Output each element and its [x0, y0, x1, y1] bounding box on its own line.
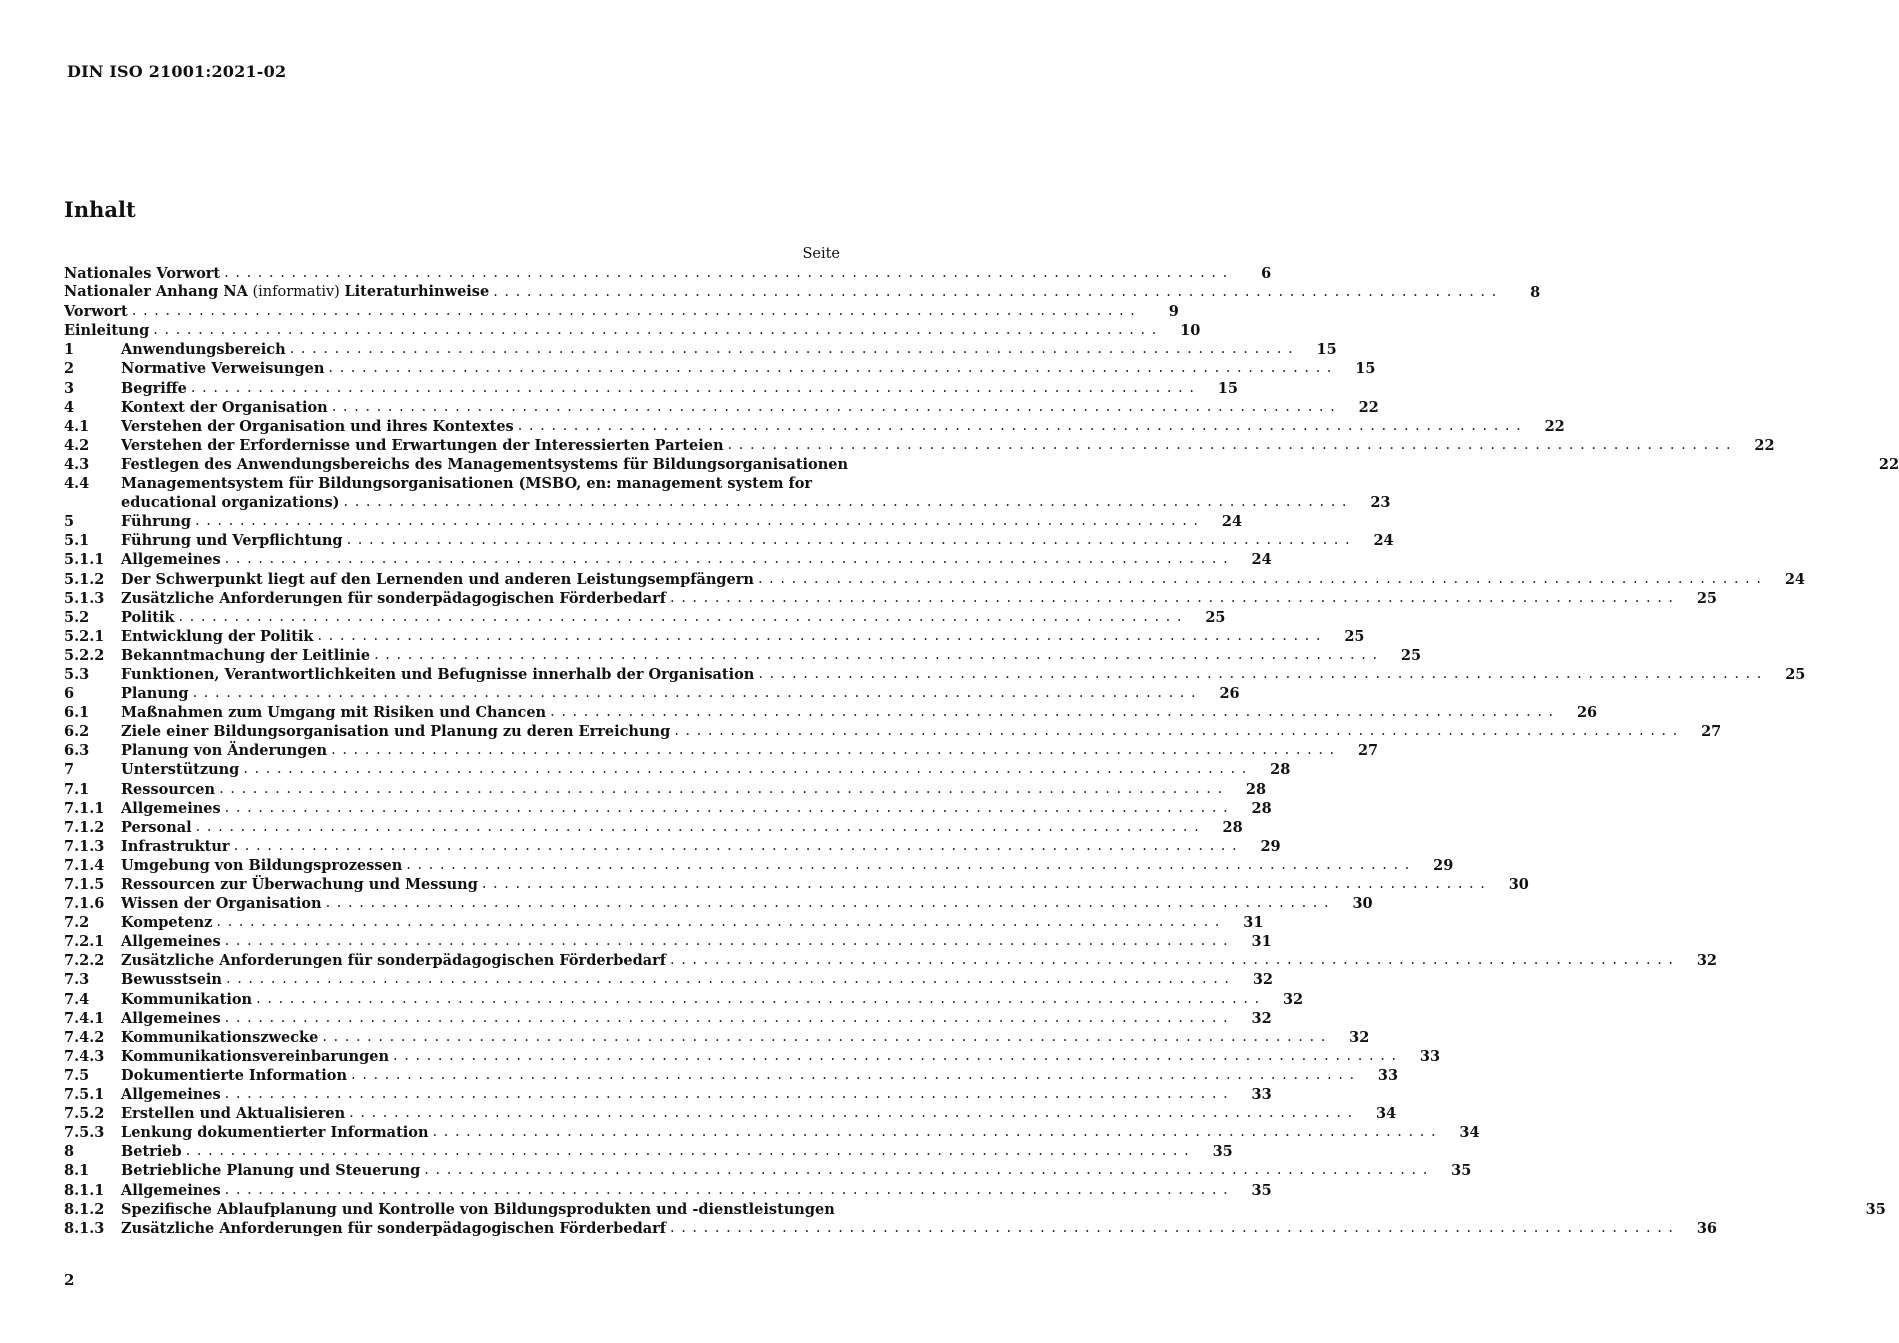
toc-leader-dots: [225, 1009, 1228, 1028]
toc-entry-number: 5.1.1: [64, 551, 105, 569]
document-id-header: DIN ISO 21001:2021-02: [67, 62, 287, 81]
toc-leader-dots: [234, 837, 1237, 856]
toc-entry-number: 6: [64, 685, 75, 703]
toc-leader-dots: [374, 646, 1377, 665]
toc-entry[interactable]: [64, 818, 1243, 837]
toc-entry-page: 32: [1696, 952, 1718, 970]
toc-entry-number: 5.1.3: [64, 589, 105, 607]
toc-entry-page: 35: [1865, 1200, 1886, 1218]
toc-entry-title: Spezifische Ablaufplanung und Kontrolle von Bildungsprodukten und -dienstleistungen: [121, 1200, 835, 1218]
toc-entry-page: 27: [1701, 723, 1722, 741]
toc-leader-dots: [196, 818, 1199, 837]
toc-leader-dots: [225, 1181, 1228, 1200]
toc-entry[interactable]: [64, 359, 1376, 378]
toc-entry[interactable]: [64, 493, 1391, 512]
toc-entry-title: Führung: [121, 513, 191, 531]
toc-entry[interactable]: [64, 1200, 1886, 1219]
toc-leader-dots: [225, 1085, 1228, 1104]
toc-entry-page: 31: [1243, 914, 1264, 932]
toc-leader-dots: [225, 550, 1228, 569]
toc-entry[interactable]: [64, 875, 1529, 894]
toc-leader-dots: [758, 570, 1761, 589]
toc-entry-page: 29: [1260, 837, 1281, 855]
toc-entry[interactable]: [64, 799, 1272, 818]
toc-leader-dots: [433, 1123, 1436, 1142]
toc-entry-title: Planung von Änderungen: [121, 742, 328, 760]
toc-entry[interactable]: [64, 1066, 1399, 1085]
toc-entry-title: Allgemeines: [121, 551, 221, 569]
toc-leader-dots: [290, 340, 1293, 359]
toc-entry-number: 5.2.2: [64, 646, 105, 664]
toc-entry[interactable]: [64, 1161, 1472, 1180]
toc-leader-dots: [186, 1142, 1189, 1161]
toc-entry[interactable]: [64, 589, 1718, 608]
toc-leader-dots: [331, 741, 1334, 760]
toc-entry-page: 32: [1252, 971, 1274, 989]
toc-entry[interactable]: [64, 321, 1201, 340]
toc-entry-page: 33: [1377, 1066, 1399, 1084]
toc-entry-title: Entwicklung der Politik: [121, 627, 314, 645]
toc-entry[interactable]: [64, 913, 1264, 932]
toc-entry-page: 35: [1212, 1143, 1233, 1161]
toc-entry-page: 24: [1251, 551, 1272, 569]
toc-entry-number: 2: [64, 360, 75, 378]
table-of-contents: [64, 264, 1899, 1238]
toc-entry-number: 7.1.6: [64, 895, 105, 913]
toc-entry-page: 30: [1352, 895, 1373, 913]
toc-entry-number: 4.2: [64, 436, 90, 454]
toc-entry-title: Kommunikationszwecke: [121, 1028, 319, 1046]
toc-entry[interactable]: [64, 379, 1238, 398]
toc-entry-title: Wissen der Organisation: [121, 895, 322, 913]
toc-leader-dots: [332, 398, 1335, 417]
toc-leader-dots: [518, 417, 1521, 436]
toc-entry-title: Infrastruktur: [121, 837, 230, 855]
toc-leader-dots: [219, 780, 1222, 799]
toc-entry-number: 4.3: [64, 455, 90, 473]
toc-entry-title: Erstellen und Aktualisieren: [121, 1105, 346, 1123]
toc-entry-title: Verstehen der Organisation und ihres Kontextes: [121, 417, 514, 435]
toc-entry[interactable]: [64, 1085, 1272, 1104]
toc-entry-title: Ziele einer Bildungsorganisation und Planung zu deren Erreichung: [121, 723, 671, 741]
toc-entry-title: Kompetenz: [121, 914, 213, 932]
toc-entry-number: 8.1.3: [64, 1219, 105, 1237]
toc-entry-number: 7.2.1: [64, 933, 105, 951]
toc-entry-title: Politik: [121, 608, 175, 626]
toc-entry[interactable]: [64, 398, 1379, 417]
toc-entry-page: 22: [1358, 398, 1379, 416]
toc-entry-number: 6.1: [64, 704, 90, 722]
toc-entry-title: Allgemeines: [121, 1086, 221, 1104]
toc-entry[interactable]: [64, 627, 1365, 646]
toc-leader-dots: [132, 302, 1135, 321]
toc-leader-dots: [728, 436, 1731, 455]
toc-entry-title: Vorwort: [64, 303, 128, 321]
toc-entry[interactable]: [64, 646, 1422, 665]
toc-entry-page: 25: [1785, 665, 1806, 683]
toc-entry-page: 23: [1370, 494, 1391, 512]
toc-entry-page: 9: [1168, 303, 1179, 321]
toc-entry-number: 5.1: [64, 532, 90, 550]
toc-entry[interactable]: [64, 283, 1541, 302]
toc-entry-number: 5.1.2: [64, 570, 105, 588]
toc-entry-page: 10: [1180, 322, 1201, 340]
toc-entry-title: educational organizations): [121, 494, 340, 512]
toc-leader-dots: [670, 951, 1673, 970]
toc-leader-dots: [393, 1047, 1396, 1066]
toc-entry-number: 7.5.2: [64, 1105, 105, 1123]
toc-entry-title: Zusätzliche Anforderungen für sonderpädagogischen Förderbedarf: [121, 1219, 666, 1237]
toc-entry-title: Der Schwerpunkt liegt auf den Lernenden und anderen Leistungsempfängern: [121, 570, 754, 588]
toc-entry-page: 32: [1282, 990, 1304, 1008]
toc-entry-number: 4.4: [64, 475, 90, 493]
toc-entry-page: 30: [1508, 876, 1529, 893]
toc-entry[interactable]: [64, 455, 1899, 474]
toc-entry-title: Kommunikation: [121, 990, 253, 1008]
toc-leader-dots: [424, 1161, 1427, 1180]
toc-entry-number: 7.5.3: [64, 1124, 105, 1142]
toc-entry-title: Unterstützung: [121, 761, 240, 779]
toc-entry[interactable]: [64, 474, 840, 493]
toc-entry-title: Allgemeines: [121, 933, 221, 951]
toc-entry-title: Lenkung dokumentierter Information: [121, 1124, 429, 1142]
toc-entry[interactable]: [64, 417, 1565, 436]
toc-entry-page: 15: [1316, 341, 1337, 359]
toc-entry-title: Planung: [121, 685, 189, 703]
toc-entry-number: 6.3: [64, 742, 90, 760]
toc-entry[interactable]: [64, 970, 1274, 989]
toc-entry-title: Zusätzliche Anforderungen für sonderpädagogischen Förderbedarf: [121, 589, 666, 607]
toc-entry-number: 8.1: [64, 1162, 90, 1180]
toc-entry-page: 33: [1419, 1047, 1441, 1065]
toc-entry-title: Funktionen, Verantwortlichkeiten und Befugnisse innerhalb der Organisation: [121, 665, 755, 683]
toc-entry-title: Betriebliche Planung und Steuerung: [121, 1162, 421, 1180]
toc-entry-title: Nationales Vorwort: [64, 265, 221, 282]
toc-entry[interactable]: [64, 608, 1226, 627]
toc-entry-number: 7.1.4: [64, 856, 105, 874]
toc-entry-page: 15: [1217, 379, 1238, 397]
toc-entry[interactable]: [64, 951, 1718, 970]
toc-leader-dots: [406, 856, 1409, 875]
toc-entry-title: Maßnahmen zum Umgang mit Risiken und Chancen: [121, 704, 547, 722]
toc-entry-page: 24: [1221, 513, 1243, 531]
toc-entry-number: 5: [64, 513, 75, 531]
toc-entry[interactable]: [64, 684, 1240, 703]
toc-entry-number: 7.3: [64, 971, 90, 989]
toc-entry-page: 24: [1373, 532, 1394, 550]
toc-leader-dots: [670, 1219, 1673, 1238]
toc-entry[interactable]: [64, 1142, 1233, 1161]
toc-entry-page: 27: [1357, 742, 1379, 760]
toc-entry-page: 22: [1544, 417, 1565, 435]
toc-entry-title: Allgemeines: [121, 1009, 221, 1027]
toc-leader-dots: [153, 321, 1156, 340]
toc-entry-title: Dokumentierte Information: [121, 1066, 348, 1084]
toc-entry-page: 28: [1270, 761, 1291, 779]
toc-entry-number: 7.2.2: [64, 952, 105, 970]
toc-entry-number: 7.4.3: [64, 1047, 105, 1065]
toc-entry-page: 28: [1245, 780, 1267, 798]
toc-entry-number: 5.3: [64, 665, 90, 683]
toc-entry-title: Ressourcen: [121, 780, 216, 798]
toc-entry-title: Umgebung von Bildungsprozessen: [121, 856, 403, 874]
toc-leader-dots: [670, 589, 1673, 608]
toc-entry-page: 6: [1261, 265, 1272, 282]
toc-entry-title: Ressourcen zur Überwachung und Messung: [121, 876, 478, 893]
toc-entry-title: Betrieb: [121, 1143, 182, 1161]
toc-leader-dots: [482, 875, 1485, 894]
toc-leader-dots: [343, 493, 1346, 512]
toc-entry-page: 33: [1251, 1086, 1272, 1104]
toc-entry-number: 7.1.5: [64, 876, 105, 893]
toc-entry-page: 8: [1530, 284, 1541, 302]
toc-entry-number: 7.4.2: [64, 1028, 105, 1046]
toc-entry-title: Managementsystem für Bildungsorganisationen (MSBO, en: management system for: [121, 475, 813, 493]
toc-entry-page: 34: [1376, 1105, 1397, 1123]
toc-entry-number: 7.5.1: [64, 1086, 105, 1104]
toc-leader-dots: [191, 379, 1194, 398]
toc-entry-page: 32: [1349, 1028, 1370, 1046]
toc-entry-number: 5.2: [64, 608, 90, 626]
toc-entry-number: 7.4.1: [64, 1009, 105, 1027]
toc-entry-number: 7.1.2: [64, 818, 105, 836]
toc-entry-page: 28: [1251, 799, 1272, 817]
toc-entry[interactable]: [64, 1181, 1272, 1200]
toc-entry-number: 7: [64, 761, 75, 779]
toc-entry-title: Allgemeines: [121, 799, 221, 817]
toc-entry[interactable]: [64, 665, 1806, 684]
toc-leader-dots: [328, 359, 1331, 378]
toc-entry-page: 29: [1433, 856, 1454, 874]
toc-entry-title: Zusätzliche Anforderungen für sonderpädagogischen Förderbedarf: [121, 952, 666, 970]
toc-leader-dots: [225, 799, 1228, 818]
toc-entry-page: 31: [1251, 933, 1272, 951]
toc-entry-page: 25: [1696, 589, 1718, 607]
toc-leader-dots: [758, 665, 1761, 684]
toc-entry-number: 8.1.1: [64, 1181, 105, 1199]
toc-entry-number: 6.2: [64, 723, 90, 741]
toc-entry-title: Personal: [121, 818, 192, 836]
toc-entry[interactable]: [64, 512, 1243, 531]
toc-entry-page: 25: [1205, 608, 1226, 626]
toc-entry-number: 5.2.1: [64, 627, 105, 645]
toc-leader-dots: [493, 283, 1496, 302]
toc-leader-dots: [351, 1066, 1354, 1085]
toc-leader-dots: [326, 894, 1329, 913]
toc-entry[interactable]: [64, 722, 1722, 741]
toc-entry[interactable]: [64, 1219, 1718, 1238]
toc-entry-number: 3: [64, 379, 75, 397]
toc-leader-dots: [193, 684, 1196, 703]
toc-entry-page: 26: [1219, 685, 1240, 703]
toc-entry[interactable]: [64, 932, 1272, 951]
toc-entry[interactable]: [64, 340, 1337, 359]
toc-entry-number: 4: [64, 398, 75, 416]
toc-leader-dots: [226, 970, 1229, 989]
toc-entry[interactable]: [64, 1104, 1397, 1123]
toc-entry-number: 7.5: [64, 1066, 90, 1084]
toc-entry[interactable]: [64, 1047, 1441, 1066]
toc-leader-dots: [674, 722, 1677, 741]
toc-entry-title: Allgemeines: [121, 1181, 221, 1199]
toc-leader-dots: [550, 703, 1553, 722]
toc-entry-title: Führung und Verpflichtung: [121, 532, 343, 550]
toc-entry-title: Anwendungsbereich: [121, 341, 286, 359]
toc-entry-number: 8.1.2: [64, 1200, 105, 1218]
toc-entry-number: 1: [64, 341, 75, 359]
toc-leader-dots: [178, 608, 1181, 627]
toc-entry-title: Bewusstsein: [121, 971, 222, 989]
toc-entry[interactable]: [64, 703, 1598, 722]
toc-entry[interactable]: [64, 760, 1291, 779]
toc-entry[interactable]: [64, 264, 1272, 283]
toc-entry-page: 22: [1754, 436, 1775, 454]
toc-entry[interactable]: [64, 531, 1394, 550]
toc-leader-dots: [317, 627, 1320, 646]
toc-entry-number: 7.1.3: [64, 837, 105, 855]
page-number: 2: [64, 1271, 75, 1289]
toc-entry[interactable]: [64, 837, 1281, 856]
toc-leader-dots: [195, 512, 1198, 531]
toc-leader-dots: [243, 760, 1246, 779]
toc-entry-page: 35: [1251, 1181, 1272, 1199]
toc-entry-page: 35: [1451, 1162, 1472, 1180]
toc-entry-title: Verstehen der Erfordernisse und Erwartungen der Interessierten Parteien: [121, 436, 724, 454]
toc-entry-page: 28: [1222, 818, 1243, 836]
toc-entry[interactable]: [64, 550, 1272, 569]
toc-entry-title: Festlegen des Anwendungsbereichs des Managementsystems für Bildungsorganisationen: [121, 455, 849, 473]
toc-entry[interactable]: [64, 780, 1267, 799]
toc-entry-number: 7.1: [64, 780, 90, 798]
toc-entry-title: Normative Verweisungen: [121, 360, 325, 378]
toc-leader-dots: [216, 913, 1219, 932]
toc-entry[interactable]: [64, 1028, 1370, 1047]
toc-leader-dots: [256, 990, 1259, 1009]
toc-entry[interactable]: [64, 741, 1379, 760]
toc-entry[interactable]: [64, 302, 1179, 321]
toc-entry[interactable]: [64, 856, 1454, 875]
toc-entry-number: 8: [64, 1143, 75, 1161]
toc-entry-title: Nationaler Anhang NA (informativ) Literaturhinweise: [64, 283, 490, 301]
toc-entry-page: 34: [1459, 1124, 1480, 1142]
toc-entry-title: Kommunikationsvereinbarungen: [121, 1047, 389, 1065]
page-column-label: Seite: [802, 246, 840, 262]
toc-entry-number: 7.4: [64, 990, 90, 1008]
toc-entry-number: 7.2: [64, 914, 90, 932]
toc-entry-title: Bekanntmachung der Leitlinie: [121, 646, 371, 664]
toc-leader-dots: [349, 1104, 1352, 1123]
toc-entry-page: 22: [1878, 455, 1899, 473]
toc-entry-number: 4.1: [64, 417, 90, 435]
toc-entry-page: 25: [1400, 646, 1422, 664]
toc-entry-page: 32: [1251, 1009, 1272, 1027]
toc-heading: Inhalt: [64, 197, 136, 222]
toc-leader-dots: [322, 1028, 1325, 1047]
toc-entry[interactable]: [64, 894, 1373, 913]
toc-leader-dots: [347, 531, 1350, 550]
toc-entry-page: 24: [1784, 570, 1805, 588]
toc-entry-page: 15: [1355, 360, 1376, 378]
toc-entry-page: 26: [1576, 704, 1598, 722]
toc-entry-title: Einleitung: [64, 322, 150, 340]
toc-entry[interactable]: [64, 990, 1304, 1009]
toc-entry[interactable]: [64, 436, 1775, 455]
toc-entry-page: 25: [1344, 627, 1365, 645]
toc-entry-number: 7.1.1: [64, 799, 105, 817]
toc-leader-dots: [224, 264, 1227, 283]
toc-entry-page: 36: [1696, 1219, 1718, 1237]
toc-entry-title: Begriffe: [121, 379, 187, 397]
toc-entry[interactable]: [64, 570, 1805, 589]
toc-entry-title: Kontext der Organisation: [121, 398, 328, 416]
toc-entry[interactable]: [64, 1009, 1272, 1028]
toc-leader-dots: [225, 932, 1228, 951]
toc-entry[interactable]: [64, 1123, 1480, 1142]
